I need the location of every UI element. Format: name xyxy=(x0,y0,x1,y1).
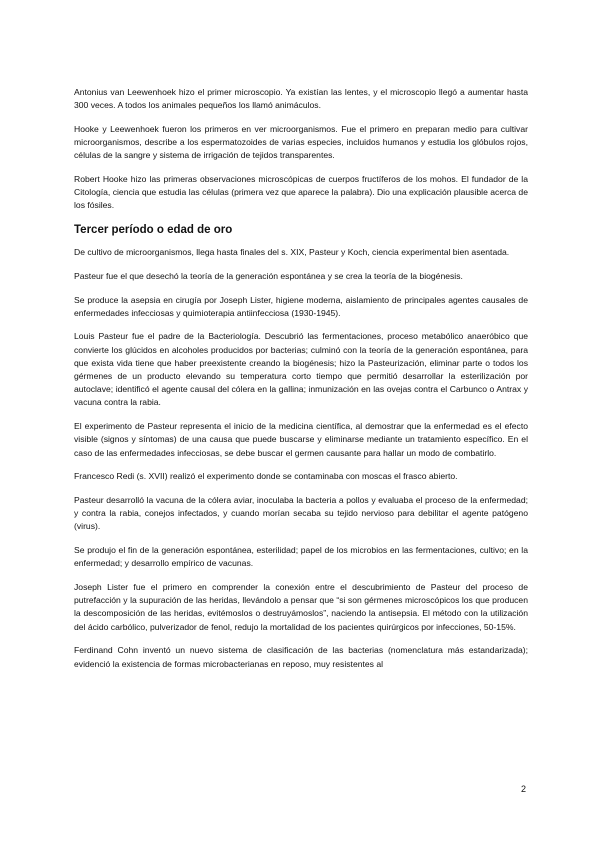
paragraph-leewenhoek-microscope: Antonius van Leewenhoek hizo el primer microscopio. Ya existían las lentes, y el microscopio llegó a aumentar hasta 300 veces. A todos los animales pequeños los llamó animáculos. xyxy=(74,87,528,111)
paragraph-pasteur-biogenesis: Pasteur fue el que desechó la teoría de la generación espontánea y se crea la teoría de la biogénesis. xyxy=(74,270,463,281)
section-heading: Tercer período o edad de oro xyxy=(74,224,233,237)
page-number: 2 xyxy=(520,784,526,794)
paragraph-ferdinand-cohn: Ferdinand Cohn inventó un nuevo sistema de clasificación de las bacterias (nomenclatura más estandarizada); evidenció la existencia de formas microbacterianas en reposo, muy resistentes al xyxy=(74,645,528,669)
paragraph-louis-pasteur: Louis Pasteur fue el padre de la Bacteriología. Descubrió las fermentaciones, proceso metabólico anaeróbico que convierte los glúcidos en alcoholes producidos por bacterias; culminó con la teoría de la generación espontánea, para que exista vida tiene que haber preexistente creando la biogénesis; hizo la Pasteurización, eliminar parte o todos los gérmenes de un producto elevando su temperatura corto tiempo que permitió desarrollar la esterilización por autoclave; identificó el agente causal del cólera en la gallina; inmunización en las ovejas contra el Carbunco o Antrax y vacuna contra la rabia. xyxy=(74,331,528,408)
paragraph-cultivo: De cultivo de microorganismos, llega hasta finales del s. XIX, Pasteur y Koch, ciencia experimental bien asentada. xyxy=(74,247,510,258)
paragraph-joseph-lister: Joseph Lister fue el primero en comprender la conexión entre el descubrimiento de Pasteur del proceso de putrefacción y la supuración de las heridas, llevándolo a pensar que “si son gérmenes microscópicos los que producen la descomposición de las heridas, evitémoslos o destruyámoslos”, naciendo la antisepsia. El método con la utilización del ácido carbólico, pulverizador de fenol, redujo la mortalidad de los pacientes quirúrgicos por infecciones, 50-15%. xyxy=(74,581,528,632)
paragraph-francesco-redi: Francesco Redi (s. XVII) realizó el experimento donde se contaminaba con moscas el frasco abierto. xyxy=(74,471,458,482)
paragraph-hooke-leewenhoek: Hooke y Leewenhoek fueron los primeros en ver microorganismos. Fue el primero en preparan medio para cultivar microorganismos, describe a los espermatozoides de varias especies, incluidos humanos y estudia los glóbulos rojos, células de la sangre y sistema de irrigación de tejidos transparentes. xyxy=(74,123,528,161)
paragraph-robert-hooke: Robert Hooke hizo las primeras observaciones microscópicas de cuerpos fructíferos de los mohos. El fundador de la Citología, ciencia que estudia las células (primera vez que aparece la palabra). Dio una explicación plausible acerca de los fósiles. xyxy=(74,174,528,211)
document-page xyxy=(74,86,528,681)
paragraph-vacunas-pasteur: Pasteur desarrolló la vacuna de la cólera aviar, inoculaba la bacteria a pollos y evaluaba el proceso de la enfermedad; y contra la rabia, conejos infectados, y cuando morían secaba su tejido nervioso para debilitar el agente patógeno (virus). xyxy=(74,494,528,532)
paragraph-medicina-cientifica: El experimento de Pasteur representa el inicio de la medicina científica, al demostrar que la enfermedad es el efecto visible (signos y síntomas) de una causa que puede buscarse y eliminarse mediante un tratamiento específico. En el caso de las enfermedades infecciosas, se debe buscar el germen causante para hallar un modo de combatirlo. xyxy=(74,421,528,458)
paragraph-asepsia: Se produce la asepsia en cirugía por Joseph Lister, higiene moderna, aislamiento de principales agentes causales de enfermedades infecciosas y quimioterapia antiinfecciosa (1930-1945). xyxy=(74,294,528,318)
paragraph-fin-generacion: Se produjo el fin de la generación espontánea, esterilidad; papel de los microbios en las fermentaciones, cultivo; en la enfermedad; y desarrollo empírico de vacunas. xyxy=(74,545,528,569)
